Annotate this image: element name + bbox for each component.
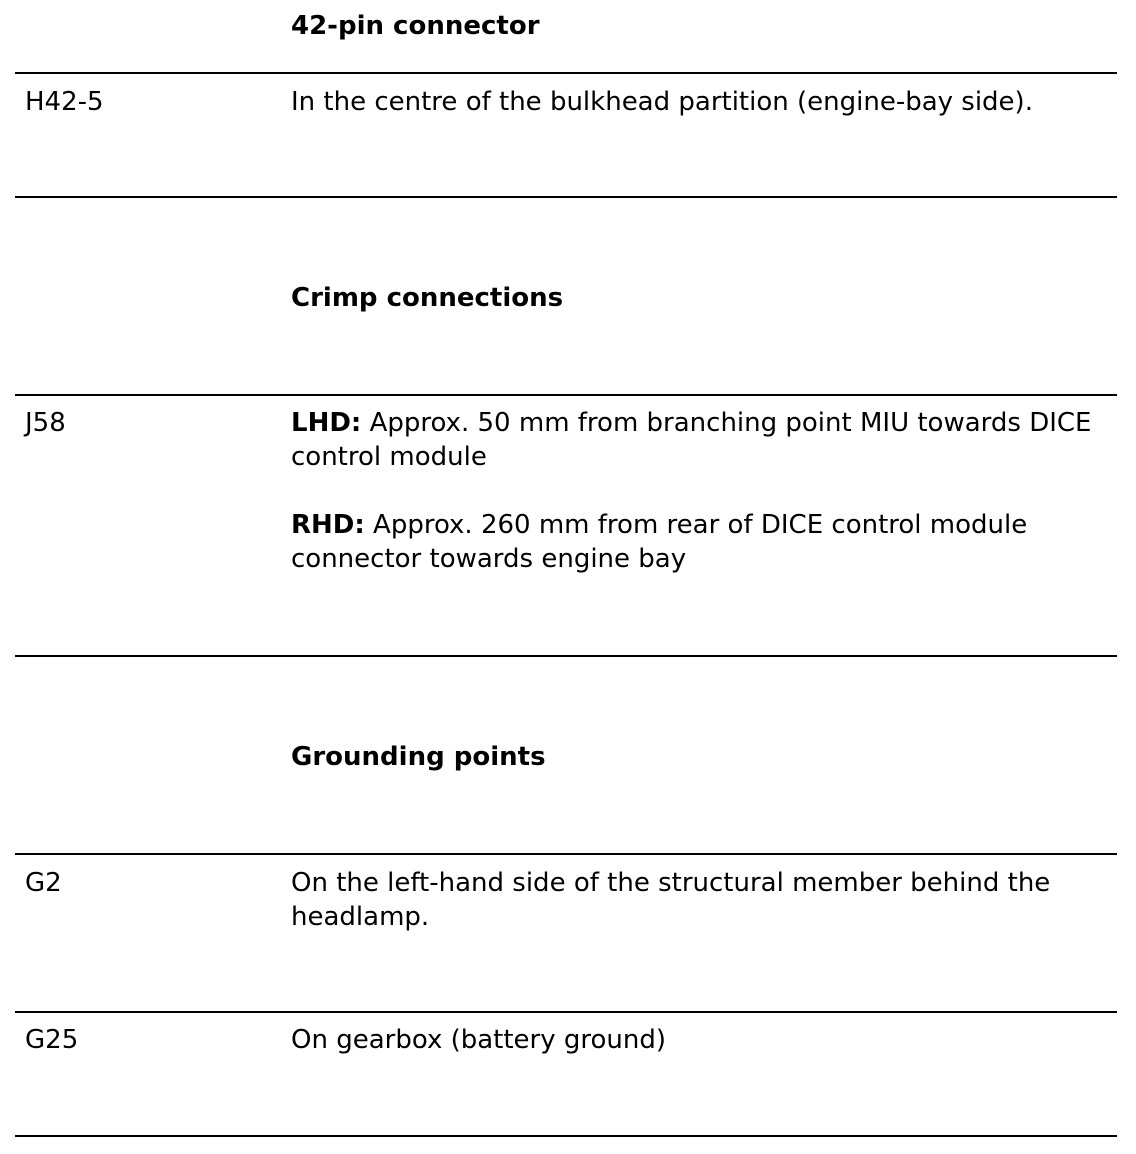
location-paragraph-lhd [291,406,1111,474]
location-text: On the left-hand side of the structural member behind the headlamp. [291,868,1051,932]
ground-location-g2 [291,866,1111,934]
table-rule [15,394,1117,396]
ground-code-g2: G2 [25,868,62,898]
section-heading-42-pin-connector: 42-pin connector [291,11,540,41]
table-rule [15,1135,1117,1137]
lhd-text: Approx. 50 mm from branching point MIU towards DICE control module [291,408,1092,472]
table-rule [15,655,1117,657]
location-text: In the centre of the bulkhead partition (engine-bay side). [291,87,1033,117]
location-text: On gearbox (battery ground) [291,1025,667,1055]
rhd-label: RHD: [291,510,365,540]
location-paragraph-rhd [291,508,1111,576]
section-heading-grounding-points: Grounding points [291,742,546,772]
table-rule [15,72,1117,74]
connector-location-h42-5 [291,85,1111,119]
connector-location-j58 [291,406,1111,576]
connector-code-h42-5: H42-5 [25,87,104,117]
section-heading-crimp-connections: Crimp connections [291,283,564,313]
ground-code-g25: G25 [25,1025,79,1055]
lhd-label: LHD: [291,408,362,438]
ground-location-g25 [291,1023,1111,1057]
table-rule [15,196,1117,198]
table-rule [15,1011,1117,1013]
table-rule [15,853,1117,855]
connector-code-j58: J58 [25,408,66,438]
rhd-text: Approx. 260 mm from rear of DICE control module connector towards engine bay [291,510,1028,574]
